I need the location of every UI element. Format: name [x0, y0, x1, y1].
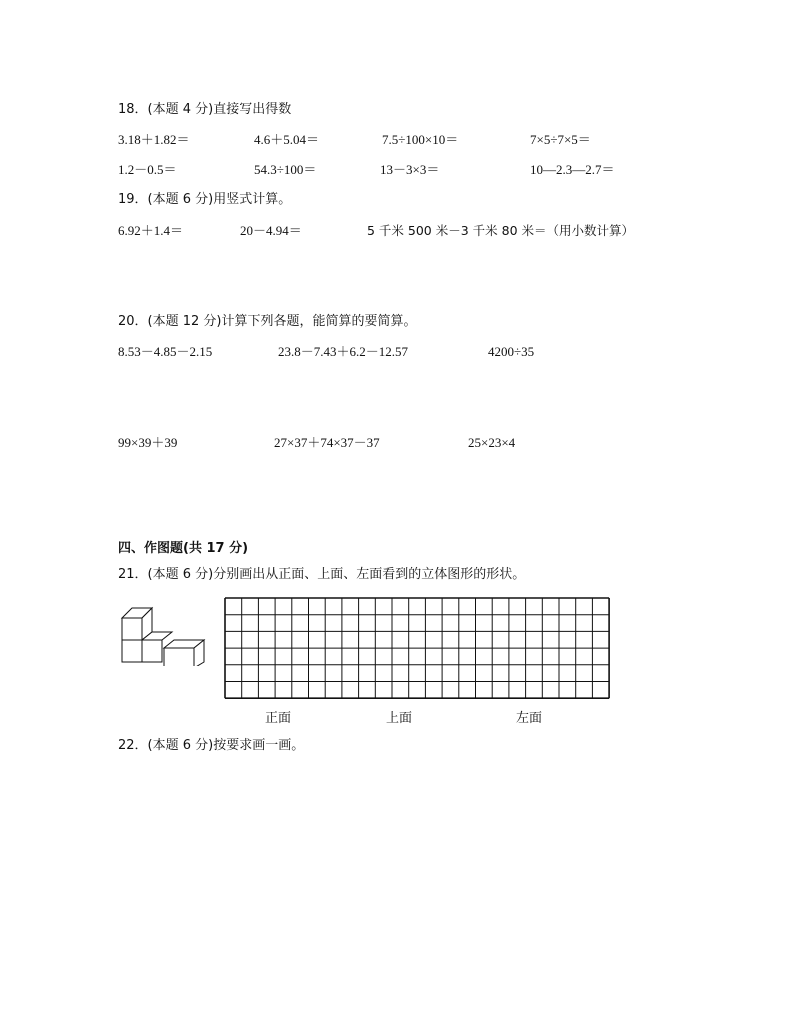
- q18-item: 10—2.3—2.7＝: [530, 162, 615, 177]
- q19-item: 5 千米 500 米－3 千米 80 米＝（用小数计算）: [367, 223, 635, 238]
- q18-item: 3.18＋1.82＝: [118, 132, 190, 147]
- q18-item: 7×5÷7×5＝: [530, 132, 591, 147]
- q18-item: 7.5÷100×10＝: [382, 132, 459, 147]
- q22-title: 22．(本题 6 分)按要求画一画。: [118, 738, 305, 753]
- view-label-top: 上面: [386, 711, 413, 726]
- q21-title: 21．(本题 6 分)分别画出从正面、上面、左面看到的立体图形的形状。: [118, 567, 526, 582]
- q20-item: 8.53－4.85－2.15: [118, 344, 213, 359]
- cube-front-face: [122, 640, 142, 662]
- q20-item: 27×37＋74×37－37: [274, 435, 380, 450]
- view-label-front: 正面: [265, 711, 292, 726]
- q19-title: 19．(本题 6 分)用竖式计算。: [118, 192, 292, 207]
- q18-item: 4.6＋5.04＝: [254, 132, 320, 147]
- cube-front-face: [142, 640, 162, 662]
- q20-item: 23.8－7.43＋6.2－12.57: [278, 344, 409, 359]
- q18-title: 18．(本题 4 分)直接写出得数: [118, 102, 292, 117]
- cube-figure: [118, 604, 210, 666]
- q20-item: 25×23×4: [468, 435, 516, 450]
- view-label-left: 左面: [516, 711, 543, 726]
- grid-lines: [224, 597, 612, 705]
- cube-front-face: [164, 648, 194, 666]
- q20-item: 4200÷35: [488, 344, 535, 359]
- q20-title: 20．(本题 12 分)计算下列各题，能简算的要简算。: [118, 314, 417, 329]
- q19-item: 20－4.94＝: [240, 223, 302, 238]
- q18-item: 13－3×3＝: [380, 162, 440, 177]
- section-heading: 四、作图题(共 17 分): [118, 541, 249, 556]
- cube-front-face: [122, 618, 142, 640]
- q18-item: 1.2－0.5＝: [118, 162, 177, 177]
- q19-item: 6.92＋1.4＝: [118, 223, 184, 238]
- drawing-grid[interactable]: [224, 597, 612, 710]
- q18-item: 54.3÷100＝: [254, 162, 317, 177]
- q20-item: 99×39＋39: [118, 435, 178, 450]
